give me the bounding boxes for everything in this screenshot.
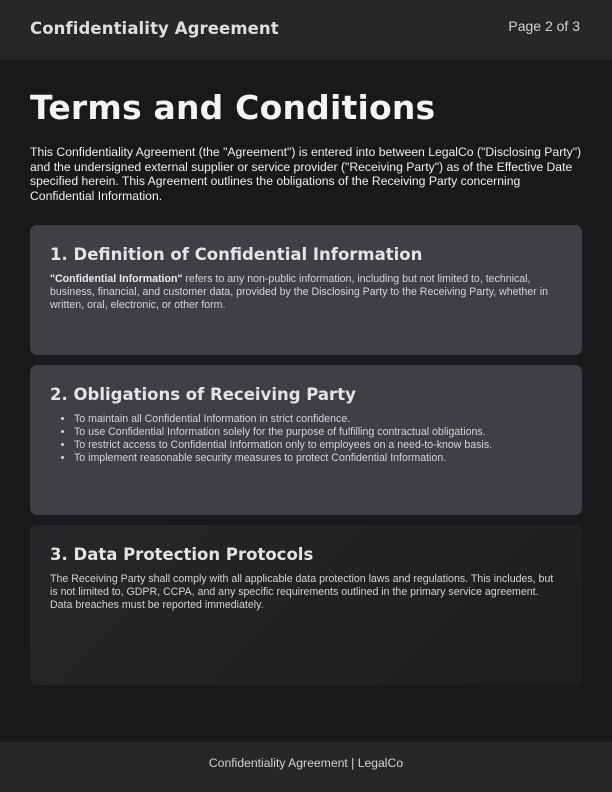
document-title: Confidentiality Agreement xyxy=(30,19,279,38)
section-heading: 3. Data Protection Protocols xyxy=(50,545,314,564)
section-definition xyxy=(30,225,582,355)
page-indicator: Page 2 of 3 xyxy=(508,18,580,34)
defined-term: "Confidential Information" xyxy=(50,273,183,285)
section-body xyxy=(50,273,562,312)
intro-paragraph: This Confidentiality Agreement (the "Agreement") is entered into between LegalCo ("Disclosing Party") and the undersigned external supplier or service provider ("Receiving Party") as of the Effective Date specified herein. This Agreement outlines the obligations of the Receiving Party concerning Confidential Information. xyxy=(30,145,582,203)
footer-text: Confidentiality Agreement | LegalCo xyxy=(208,756,404,770)
section-heading: 2. Obligations of Receiving Party xyxy=(50,385,356,404)
list-item: • To use Confidential Information solely for the purpose of fulfilling contractual obligations. xyxy=(74,426,562,439)
section-obligations xyxy=(30,365,582,515)
list-item: • To implement reasonable security measures to protect Confidential Information. xyxy=(74,452,562,465)
page-title: Terms and Conditions xyxy=(30,88,436,127)
list-item: • To restrict access to Confidential Information only to employees on a need-to-know basis. xyxy=(74,439,562,452)
page-header xyxy=(0,0,612,60)
section-data-protection xyxy=(30,525,582,685)
section-heading: 1. Definition of Confidential Information xyxy=(50,245,423,264)
list-item: • To maintain all Confidential Information in strict confidence. xyxy=(74,413,562,426)
page-footer xyxy=(0,742,612,792)
section-body: The Receiving Party shall comply with all applicable data protection laws and regulations. This includes, but is not limited to, GDPR, CCPA, and any specific requirements outlined in the primary service agreement. Data breaches must be reported immediately. xyxy=(50,573,554,611)
obligations-list xyxy=(50,413,562,465)
definition-text: refers to any non-public information, including but not limited to, technical, business, financial, and customer data, provided by the Disclosing Party to the Receiving Party, whether in written, oral, electronic, or other form. xyxy=(50,273,548,311)
